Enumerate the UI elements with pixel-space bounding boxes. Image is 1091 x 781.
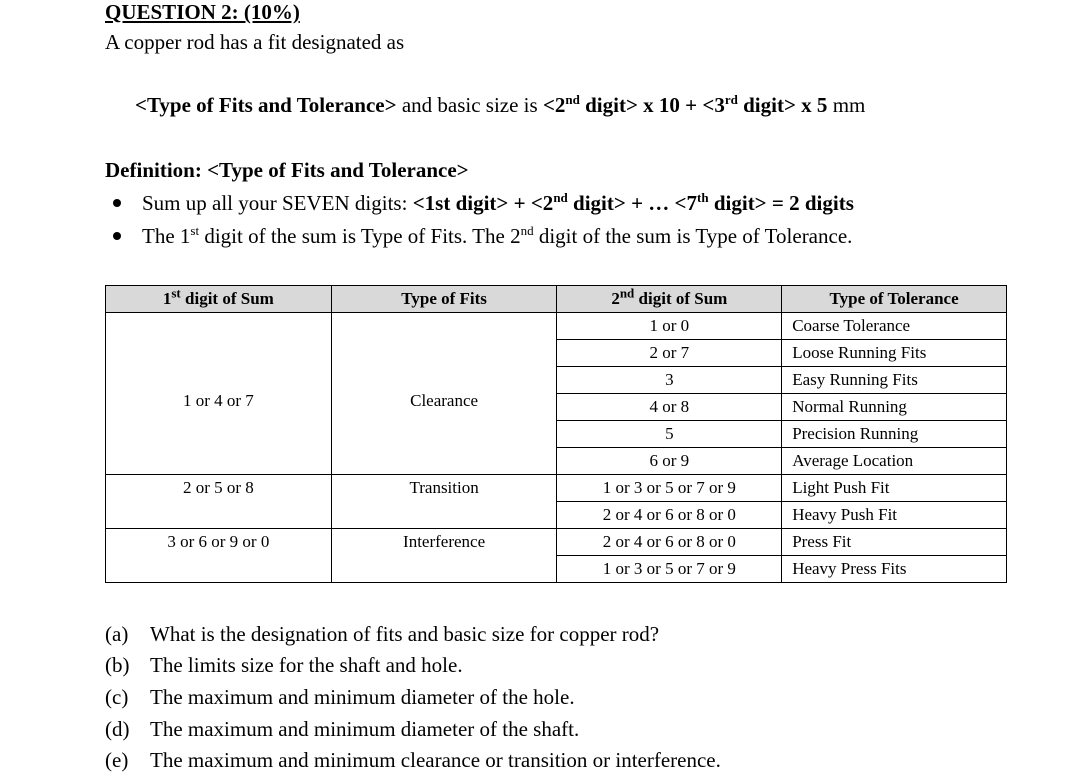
bullet-icon <box>113 232 121 240</box>
second-digit-cell: 2 or 7 <box>557 340 782 367</box>
question-b: (b) The limits size for the shaft and hole. <box>105 653 463 677</box>
second-digit-cell: 5 <box>557 421 782 448</box>
formula-part: mm <box>827 93 866 117</box>
question-title: QUESTION 2: (10%) <box>105 0 300 24</box>
intro-text: A copper rod has a fit designated as <box>105 30 405 54</box>
second-digit-cell: 2 or 4 or 6 or 8 or 0 <box>557 502 782 529</box>
fits-tolerance-table <box>105 285 1007 583</box>
tolerance-cell: Heavy Push Fit <box>782 502 1007 529</box>
text: <1st digit> + <2 <box>412 191 554 215</box>
table-row <box>106 475 1007 502</box>
formula-part: digit> x 5 <box>737 93 828 117</box>
sup: nd <box>520 223 534 238</box>
second-digit-cell: 1 or 0 <box>557 313 782 340</box>
tolerance-cell: Normal Running <box>782 394 1007 421</box>
header-second-digit: 2nd digit of Sum <box>557 286 782 313</box>
formula-sup: nd <box>565 92 580 107</box>
fit-type-cell: Clearance <box>331 313 557 475</box>
text: digit> = 2 digits <box>708 191 854 215</box>
question-e: (e) The maximum and minimum clearance or transition or interference. <box>105 748 721 772</box>
text: Sum up all your SEVEN digits: <box>142 191 413 215</box>
text: digit of the sum is Type of Tolerance. <box>533 224 853 248</box>
question-c: (c) The maximum and minimum diameter of the hole. <box>105 685 575 709</box>
table-row <box>106 313 1007 340</box>
second-digit-cell: 2 or 4 or 6 or 8 or 0 <box>557 529 782 556</box>
tolerance-cell: Heavy Press Fits <box>782 556 1007 583</box>
formula-part: digit> x 10 + <3 <box>579 93 725 117</box>
question-a: (a) What is the designation of fits and basic size for copper rod? <box>105 622 660 646</box>
header-type-of-fits: Type of Fits <box>331 286 557 313</box>
sup: th <box>697 190 709 205</box>
fit-formula <box>135 93 865 117</box>
first-digit-cell: 1 or 4 or 7 <box>106 313 332 475</box>
second-digit-cell: 4 or 8 <box>557 394 782 421</box>
sup: nd <box>553 190 568 205</box>
tolerance-cell: Press Fit <box>782 529 1007 556</box>
bullet-sum-digits <box>142 191 854 215</box>
tolerance-cell: Precision Running <box>782 421 1007 448</box>
tolerance-cell: Coarse Tolerance <box>782 313 1007 340</box>
tolerance-cell: Light Push Fit <box>782 475 1007 502</box>
formula-part: <Type of Fits and Tolerance> <box>135 93 397 117</box>
fit-type-cell: Interference <box>331 529 557 583</box>
fit-type-cell: Transition <box>331 475 557 529</box>
second-digit-cell: 6 or 9 <box>557 448 782 475</box>
text: The 1 <box>142 224 191 248</box>
question-d: (d) The maximum and minimum diameter of the shaft. <box>105 717 580 741</box>
bullet-sum-meaning <box>142 224 852 248</box>
second-digit-cell: 3 <box>557 367 782 394</box>
tolerance-cell: Loose Running Fits <box>782 340 1007 367</box>
sup: st <box>190 223 200 238</box>
tolerance-cell: Easy Running Fits <box>782 367 1007 394</box>
second-digit-cell: 1 or 3 or 5 or 7 or 9 <box>557 475 782 502</box>
first-digit-cell: 3 or 6 or 9 or 0 <box>106 529 332 583</box>
first-digit-cell: 2 or 5 or 8 <box>106 475 332 529</box>
text: digit> + … <7 <box>567 191 698 215</box>
header-type-of-tolerance: Type of Tolerance <box>782 286 1007 313</box>
bullet-icon <box>113 199 121 207</box>
table-row <box>106 529 1007 556</box>
header-first-digit: 1st digit of Sum <box>106 286 332 313</box>
tolerance-cell: Average Location <box>782 448 1007 475</box>
formula-part: <2 <box>542 93 566 117</box>
formula-sup: rd <box>724 92 738 107</box>
formula-part: and basic size is <box>396 93 543 117</box>
text: digit of the sum is Type of Fits. The 2 <box>199 224 521 248</box>
second-digit-cell: 1 or 3 or 5 or 7 or 9 <box>557 556 782 583</box>
definition-heading: Definition: <Type of Fits and Tolerance> <box>105 158 469 182</box>
table-header-row <box>106 286 1007 313</box>
